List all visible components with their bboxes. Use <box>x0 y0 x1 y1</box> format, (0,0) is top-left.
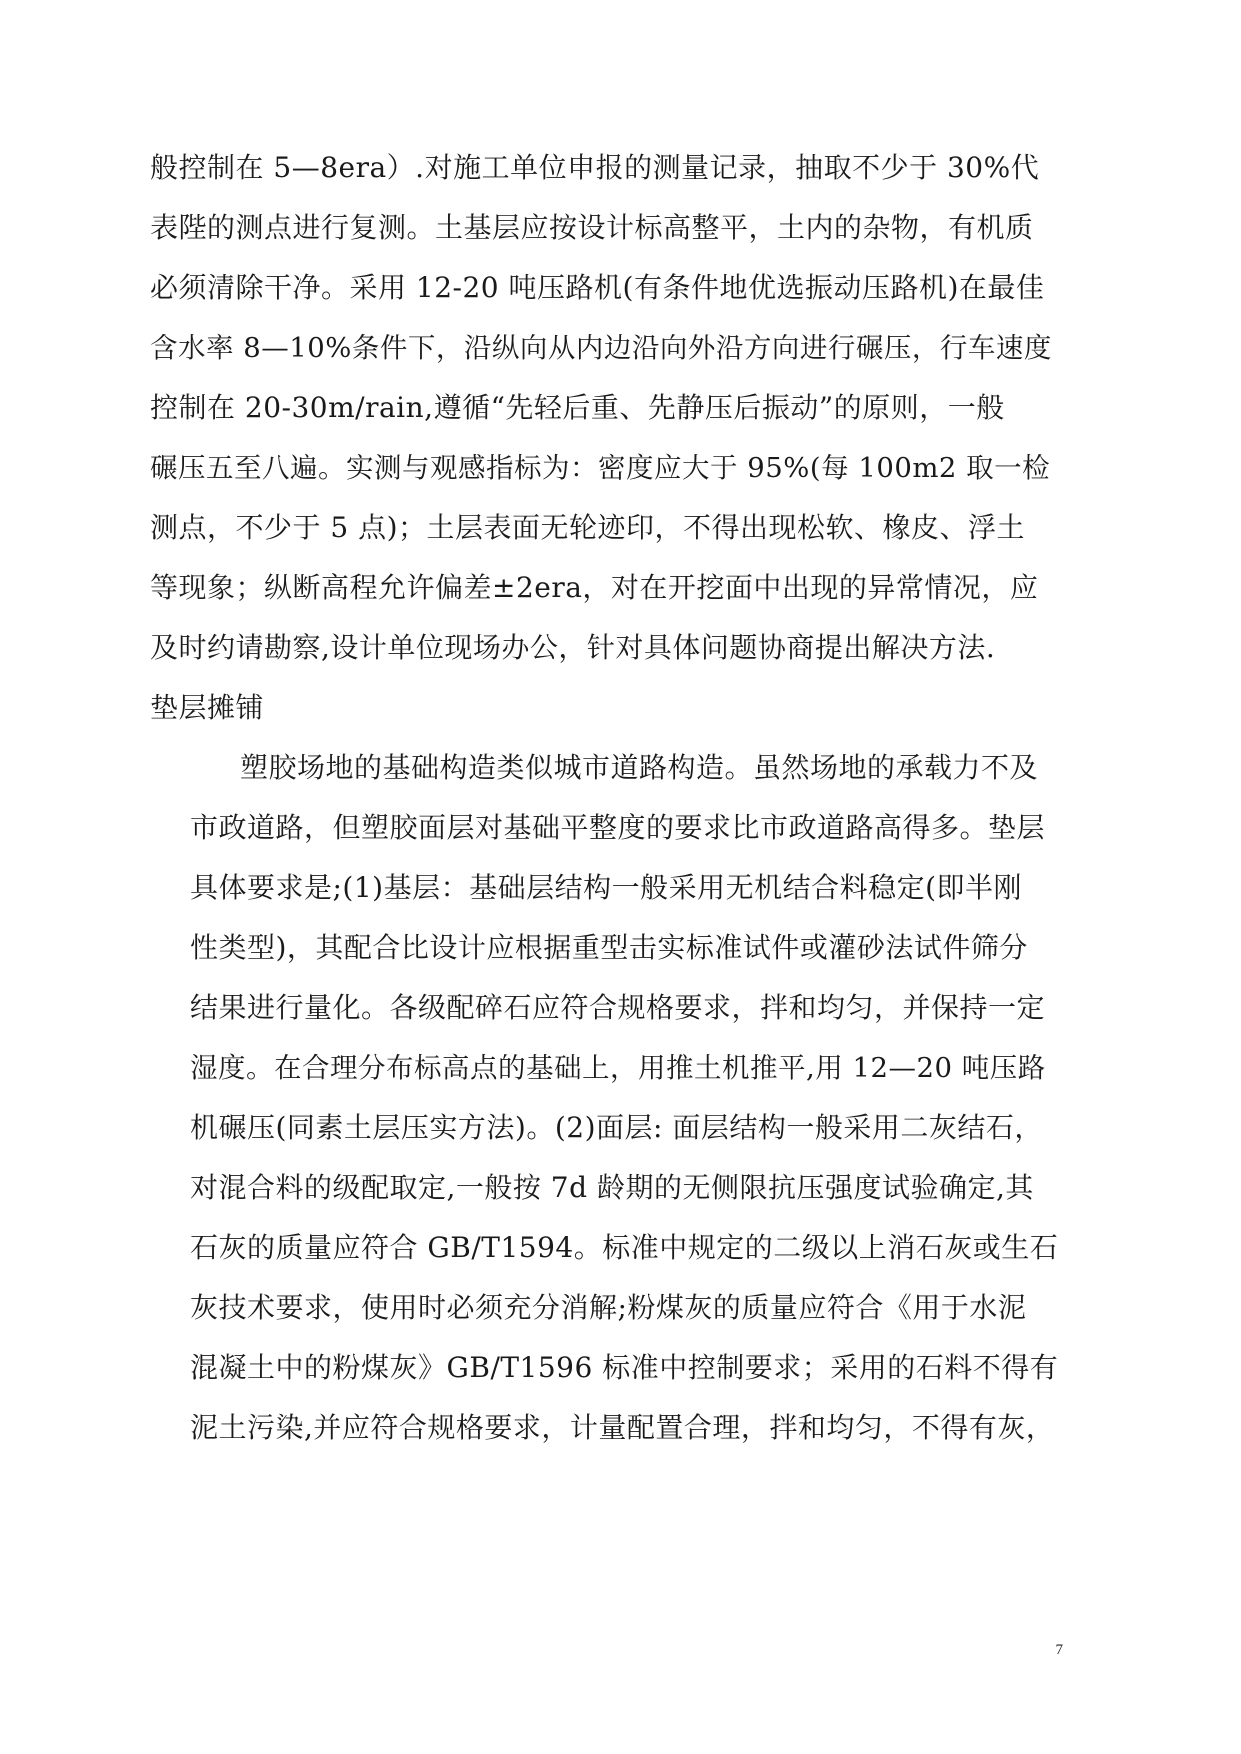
body-text-line: 混凝土中的粉煤灰》GB/T1596 标准中控制要求；采用的石料不得有 <box>190 1351 1059 1384</box>
body-text-line: 含水率 8—10%条件下，沿纵向从内边沿向外沿方向进行碾压，行车速度 <box>150 332 1052 364</box>
body-text-line: 必须清除干净。采用 12-20 吨压路机(有条件地优选振动压路机)在最佳 <box>150 271 1045 304</box>
body-text-line: 机碾压(同素土层压实方法)。(2)面层: 面层结构一般采用二灰结石， <box>190 1111 1043 1144</box>
section-heading: 垫层摊铺 <box>150 691 265 724</box>
body-text-line: 石灰的质量应符合 GB/T1594。标准中规定的二级以上消石灰或生石 <box>190 1231 1059 1264</box>
body-text-line: 市政道路，但塑胶面层对基础平整度的要求比市政道路高得多。垫层 <box>190 811 1046 844</box>
body-text-line: 等现象；纵断高程允许偏差±2era，对在开挖面中出现的异常情况，应 <box>150 571 1039 604</box>
body-text-line: 具体要求是;(1)基层：基础层结构一般采用无机结合料稳定(即半刚 <box>190 871 1023 904</box>
body-text-line: 对混合料的级配取定,一般按 7d 龄期的无侧限抗压强度试验确定,其 <box>190 1171 1034 1204</box>
body-text-line: 控制在 20-30m/rain,遵循“先轻后重、先静压后振动”的原则，一般 <box>150 391 1005 424</box>
paragraph-first-line: 塑胶场地的基础构造类似城市道路构造。虽然场地的承载力不及 <box>240 751 1039 784</box>
body-text-line: 碾压五至八遍。实测与观感指标为：密度应大于 95%(每 100m2 取一检 <box>150 452 1051 484</box>
body-text-line: 结果进行量化。各级配碎石应符合规格要求，拌和均匀，并保持一定 <box>190 991 1046 1024</box>
body-text-line: 湿度。在合理分布标高点的基础上，用推土机推平,用 12—20 吨压路 <box>190 1052 1046 1084</box>
body-text-line: 性类型)，其配合比设计应根据重型击实标准试件或灌砂法试件筛分 <box>190 931 1028 964</box>
body-text-line: 测点，不少于 5 点)；土层表面无轮迹印，不得出现松软、橡皮、浮土 <box>150 511 1026 544</box>
body-text-line: 及时约请勘察,设计单位现场办公，针对具体问题协商提出解决方法. <box>150 631 996 664</box>
body-text-line: 灰技术要求，使用时必须充分消解;粉煤灰的质量应符合《用于水泥 <box>190 1291 1027 1324</box>
body-text-line: 泥土污染,并应符合规格要求，计量配置合理，拌和均匀，不得有灰， <box>190 1411 1055 1444</box>
body-text-line: 表陛的测点进行复测。土基层应按设计标高整平，土内的杂物，有机质 <box>150 211 1034 244</box>
body-text-line: 般控制在 5—8era）.对施工单位申报的测量记录，抽取不少于 30%代 <box>150 151 1040 184</box>
page-number: 7 <box>1055 1642 1063 1658</box>
